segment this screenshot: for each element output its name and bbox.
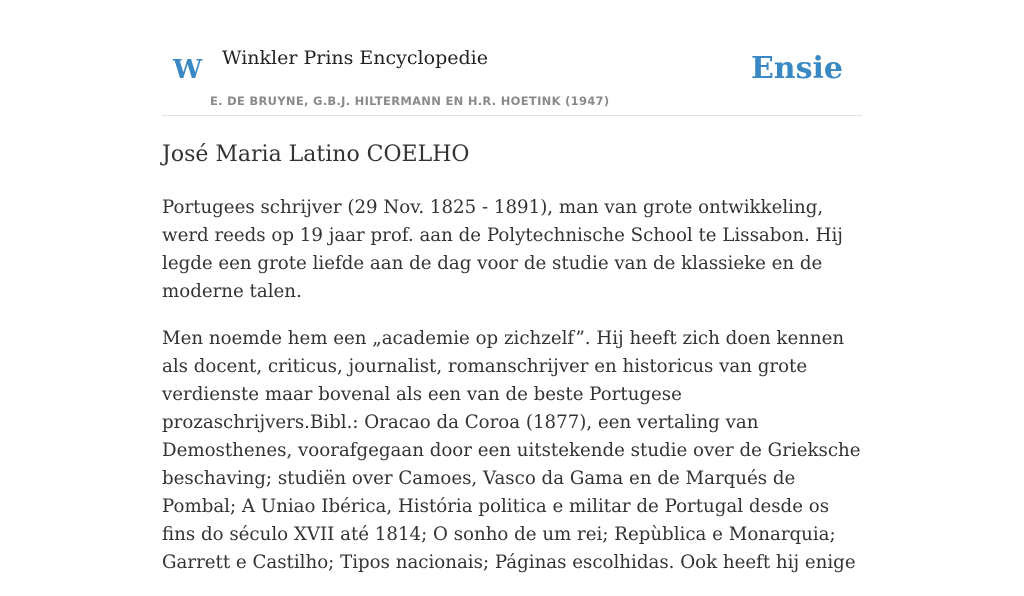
article-title: José Maria Latino COELHO [162,142,470,167]
encyclopedia-authors: E. DE BRUYNE, G.B.J. HILTERMANN EN H.R. HOETINK (1947) [210,94,610,108]
encyclopedia-header [162,40,862,116]
article-content [162,138,862,596]
ensie-logo[interactable]: Ensie [750,51,843,86]
article-paragraph: Men noemde hem een „academie op zichzelf”. Hij heeft zich doen kennen als docent, criticus, journalist, romanschrijver en historicus van grote verdienste maar bovenal als een van de beste Portugese prozaschrijvers.Bibl.: Oracao da Coroa (1877), een vertaling van Demosthenes, voorafgegaan door een uitstekende studie over de Grieksche beschaving; studiën over Camoes, Vasco da Gama en de Marqués de Pombal; A Uniao Ibérica, História politica e militar de Portugal desde os fins do século XVII até 1814; O sonho de um rei; Repùblica e Monarquia; Garrett e Castilho; Tipos nacionais; Páginas escolhidas. Ook heeft hij enige [162,328,861,573]
article-paragraph: Portugees schrijver (29 Nov. 1825 - 1891), man van grote ontwikkeling, werd reeds op 19 jaar prof. aan de Polytechnische School te Lissabon. Hij legde een grote liefde aan de dag voor de studie van de klassieke en de moderne talen. [162,197,843,302]
winkler-prins-logo[interactable]: W [173,55,203,85]
encyclopedia-title[interactable]: Winkler Prins Encyclopedie [222,47,488,69]
